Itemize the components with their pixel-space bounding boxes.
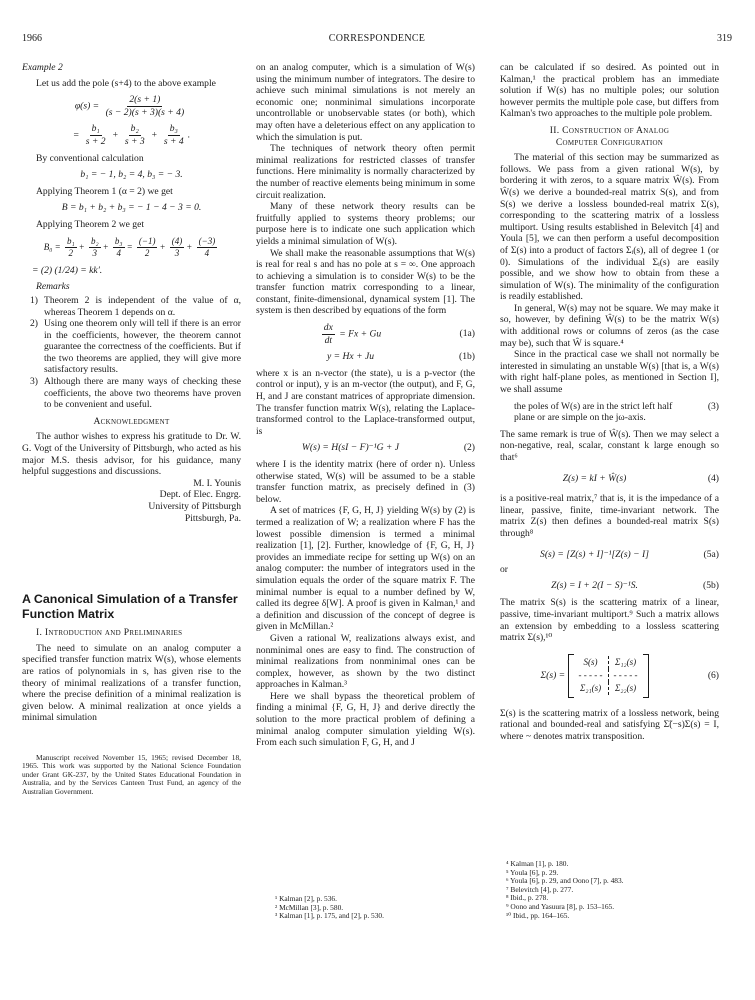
eq-phi-denominator: (s − 2)(s + 3)(s + 4): [105, 106, 185, 118]
equation-6: [500, 654, 719, 698]
paragraph: The techniques of network theory often permit minimal realizations for restricted classes of transfer functions. Here minimality is normally characterized by the number of reactive elements being minimum in some circuit realization.: [256, 143, 475, 201]
paragraph: on an analog computer, which is a simulation of W(s) using the minimum number of integrators. The desire to achieve such minimal simulations is not merely an economic one; nonminimal simulations incorporate uncontrollable or unobservable states (or both), which may often have a deleterious effect on any application to which the simulation is put.: [256, 62, 475, 143]
remark-number: 2): [30, 318, 38, 330]
footnote: ⁶ Youla [6], p. 29, and Oono [7], p. 483.: [506, 876, 624, 886]
matrix-cell: Σ₂₁(s): [574, 682, 609, 695]
equation-B0-result: [22, 265, 241, 277]
column-right: [500, 62, 719, 743]
frac-num: (4): [170, 236, 185, 249]
header-year: 1966: [22, 33, 42, 44]
frac-num: (−3): [197, 236, 218, 249]
eq-phi-fraction: [104, 94, 187, 118]
paragraph: The same remark is true of Ŵ(s). Then we may select a non-negative, real, scalar, constant k large enough so that⁶: [500, 428, 719, 463]
footnote: ³ Kalman [1], p. 175, and [2], p. 530.: [275, 911, 384, 921]
paragraph: is a positive-real matrix,⁷ that is, it is the impedance of a linear, passive, finite, time-invariant network. The matrix Z(s) then defines a bounded-real matrix S(s) through⁸: [500, 493, 719, 539]
eq-1a-rhs: = Fx + Gu: [339, 328, 382, 340]
acknowledgment-heading: Acknowledgment: [93, 415, 170, 427]
example-heading: Example 2: [22, 62, 63, 73]
frac-den: s + 3: [124, 135, 145, 147]
eq-2-body: W(s) = H(sI − F)⁻¹G + J: [301, 442, 400, 454]
paragraph: Many of these network theory results can be fruitfully applied to systems theory problems; our purpose here is to indicate one such application which yields a minimal simulation of W(s).: [256, 201, 475, 247]
remark-item: [22, 376, 241, 411]
condition-3: [500, 401, 719, 424]
remark-text: Using one theorem only will tell if there is an error in the coefficients, however, the theorem cannot guarantee the correctness of the coefficients. But if the two theorems are applied, they will give more satisfactory results.: [44, 318, 241, 376]
paragraph: can be calculated if so desired. As pointed out in Kalman,¹ the practical problem has an immediate solution if W(s) has no multiple poles; our solution however permits the multiple pole case, but differs from Kalman's two approaches to the multiple pole problem.: [500, 62, 719, 120]
paragraph: Since in the practical case we shall not normally be interested in simulating an unstable W(s) [that is, a W(s) with right half-plane poles, as mentioned in Section I], we shall assume: [500, 349, 719, 396]
sigma-matrix: [568, 654, 649, 698]
author-dept: Dept. of Elec. Engrg.: [159, 489, 241, 501]
remark-text: Theorem 2 is independent of the value of α, whereas Theorem 1 depends on α.: [44, 294, 241, 318]
footnote: ¹⁰ Ibid., pp. 164–165.: [506, 910, 570, 920]
column-middle: [256, 62, 475, 749]
footnote: ² McMillan [3], p. 580.: [275, 902, 344, 912]
eq-1b-body: y = Hx + Ju: [326, 351, 375, 363]
eq-5b-body: Z(s) = I + 2(I − S)⁻¹S.: [551, 579, 638, 591]
matrix-cell: Σ₂₂(s): [614, 683, 637, 694]
equation-2: [256, 442, 475, 454]
section1-heading: I. Introduction and Preliminaries: [36, 627, 183, 639]
equation-B0: B₀ = $\frac{\text{b₁}}{2}$ + $\frac{\text{b₂}}{3}$ + $\frac{\text{b₃}}{4}$ = $\frac{(-1)}{2}$ + $\frac{(4)}{3}$ + $\frac{(-3)}{4}$: [43, 235, 216, 259]
equation-partial-fractions: = $\frac{\text{b₁}}{s + 2}$ + $\frac{\text{b₂}}{s + 3}$ + $\frac{\text{b₃}}{s + 4}$ .: [72, 123, 191, 147]
matrix-divider: - - - - -: [574, 669, 609, 682]
section2-heading-line2: Computer Configuration: [555, 136, 664, 148]
conventional-calc-text: By conventional calculation: [36, 152, 144, 164]
author-signature: [22, 478, 241, 524]
equation-B: [22, 202, 241, 214]
equation-number: (1b): [459, 351, 475, 363]
author-university: University of Pittsburgh: [148, 501, 241, 512]
equation-phi: [22, 94, 241, 118]
equation-number: (5b): [703, 579, 719, 591]
equation-number: (1a): [459, 328, 475, 340]
article-title: A Canonical Simulation of a Transfer Function Matrix: [22, 592, 238, 622]
frac-den: 3: [92, 248, 98, 259]
condition-3-text: the poles of W(s) are in the strict left half plane or are simple on the jω-axis.: [514, 400, 673, 424]
paragraph: Given a rational W, realizations always exist, and nonminimal ones are easy to find. The construction of minimal realizations from nonminimal ones can be complex, however, as shown by the two distinct approaches in Kalman.³: [256, 632, 475, 691]
eq-5a-body: S(s) = [Z(s) + I]⁻¹[Z(s) − I]: [540, 548, 649, 560]
matrix-grid: [574, 656, 643, 695]
remarks-heading: Remarks: [36, 281, 70, 293]
remarks-list: [22, 295, 241, 411]
equation-1b: [256, 351, 475, 363]
coefficients-values: b₁ = − 1, b₂ = 4, b₃ = − 3.: [80, 169, 183, 181]
frac-den: dt: [324, 334, 333, 346]
frac-den: 2: [68, 248, 74, 259]
matrix-cell: S(s): [574, 656, 609, 669]
matrix-divider: - - - - -: [613, 670, 638, 681]
section2-heading: [500, 125, 719, 148]
paragraph: The material of this section may be summarized as follows. We pass from a given rational W(s), by bordering it with zeros, to a square matrix Ŵ(s). From Ŵ(s) we derive a bounded-real matrix S(s), and from S(s) we derive a lossless bounded-real matrix Σ(s), corresponding to the scattering matrix of a lossless multiport. Using results established in Belevitch [4] and Youla [5], we can then perform a useful decomposition of Σ(s) into a product of factors Σᵢ(s), all of degree 1 (or 0). Simulations of the individual Σᵢ(s) are easily possible, and we show how to obtain from these a simulation of W(s). The minimality of the configuration is readily established.: [500, 152, 719, 303]
header-page-number: 319: [717, 33, 732, 44]
apply-theorem1-text: Applying Theorem 1 (α = 2) we get: [36, 185, 173, 197]
footnote: ⁹ Oono and Yasuura [8], p. 153–165.: [506, 901, 615, 911]
section1-paragraph: The need to simulate on an analog computer a specified transfer function matrix W(s), whose elements are ratios of polynomials in s, has given rise to the theory of minimal realizations of a transfer function, where the precise definition of a minimal realization is given below. A minimal realization at once yields a minimal simulation: [22, 642, 241, 724]
remark-number: 3): [30, 376, 38, 388]
example-intro: Let us add the pole (s+4) to the above example: [36, 77, 216, 89]
remark-text: Although there are many ways of checking these coefficients, the above two theorems have proven to be convenient and useful.: [44, 376, 241, 411]
equation-number: (6): [707, 669, 719, 681]
frac-num: b₂: [89, 236, 101, 249]
manuscript-footnote: Manuscript received November 15, 1965; revised December 18, 1965. This work was supported by the National Science Foundation under Grant GK-237, by the United States Educational Foundation in Australia, and by the Services Canteen Trust Fund, an agency of the Australian Government.: [22, 752, 241, 796]
footnote: ¹ Kalman [2], p. 536.: [275, 894, 337, 903]
frac-den: s + 2: [85, 135, 106, 147]
paragraph: where x is an n-vector (the state), u is a p-vector (the control or input), y is an m-vector (the output), and F, G, H, and J are constant matrices of appropriate dimension. The transfer function matrix W(s), relating the Laplace-transformed control to the Laplace-transformed output, is: [256, 367, 475, 437]
remark-item: [22, 318, 241, 376]
paragraph: Σ(s) is the scattering matrix of a lossless network, being rational and bounded-real and satisfying Σ̃(−s)Σ(s) = I, where ~ denotes matrix transposition.: [500, 707, 719, 742]
frac-num: (−1): [137, 236, 158, 249]
equation-coefficients: [22, 169, 241, 181]
apply-theorem2-text: Applying Theorem 2 we get: [36, 218, 144, 230]
eq-B0-result: = (2) (1/24) = kk′.: [32, 264, 103, 276]
acknowledgment-text: The author wishes to express his gratitude to Dr. W. G. Vogt of the University of Pittsburgh, who acted as his major M.S. thesis advisor, for his guidance, many helpful suggestions and discussions.: [22, 431, 241, 478]
paragraph: In general, W(s) may not be square. We may make it so, however, by defining Ŵ(s) to be the matrix W(s) with additional rows or columns of zeros (as the case may be), such that Ŵ is square.⁴: [500, 302, 719, 349]
author-name: M. I. Younis: [193, 477, 241, 489]
right-bracket: [643, 654, 649, 698]
eq-B0-lhs: B₀ =: [43, 241, 61, 252]
author-location: Pittsburgh, Pa.: [184, 512, 241, 524]
frac-num: b₃: [113, 236, 125, 249]
eq-4-body: Z(s) = kI + Ŵ(s): [562, 472, 627, 484]
remark-number: 1): [30, 294, 38, 306]
equation-number: (4): [707, 472, 719, 484]
footnote: ⁸ Ibid., p. 278.: [506, 893, 549, 903]
equation-5a: [500, 549, 719, 561]
matrix-cell: Σ₁₂(s): [614, 657, 637, 668]
eq-B-body: B = b₁ + b₂ + b₃ = − 1 − 4 − 3 = 0.: [61, 202, 202, 214]
eq-phi-lhs: φ(s) =: [74, 100, 100, 112]
frac-num: dx: [323, 322, 333, 334]
eq-phi-numerator: 2(s + 1): [129, 94, 161, 106]
paragraph: where I is the identity matrix (here of order n). Unless otherwise stated, W(s) will be assumed to be a stable transfer function matrix, as precisely defined in (3) below.: [256, 459, 475, 505]
frac-num: b₁: [65, 236, 77, 249]
or-text: or: [500, 564, 508, 576]
page-header: [22, 33, 732, 47]
equation-1a: [256, 322, 475, 346]
frac-num: b₁: [91, 123, 100, 135]
paragraph: The matrix S(s) is the scattering matrix of a linear, passive, time-invariant multiport.⁹ Such a matrix allows an extension by embedding to a lossless scattering matrix Σ(s),¹⁰: [500, 597, 719, 644]
frac-den: 3: [174, 248, 180, 259]
footnotes-right: [506, 860, 624, 920]
frac-den: 2: [144, 248, 150, 259]
eq-6-lhs: Σ(s) =: [540, 669, 566, 681]
footnote: ⁵ Youla [6], p. 29.: [506, 867, 559, 877]
section2-heading-line1: II. Construction of Analog: [549, 124, 670, 136]
equation-5b: [500, 580, 719, 592]
frac-den: 4: [116, 248, 121, 259]
paragraph: A set of matrices {F, G, H, J} yielding W(s) by (2) is termed a realization of W; a realization where F has the lowest possible dimension is termed a minimal realization [1], [2]. Further, knowledge of {F, G, H, J} provides an immediate recipe for setting up W(s) on an analog computer: the number of integrators used in the simulation equals the order of the square matrix F. The minimal number is equal to a number defined by W, called its degree δ[W]. A proof is given in Kalman,¹ and a definition and discussion of the concept of degree is given in McMillan.²: [256, 505, 475, 633]
footnotes-middle: [275, 895, 384, 921]
equation-number: (3): [707, 401, 719, 413]
header-section: CORRESPONDENCE: [328, 33, 426, 44]
remark-item: [22, 295, 241, 318]
equation-4: [500, 473, 719, 485]
footnote: ⁷ Belevitch [4], p. 277.: [506, 884, 574, 894]
frac-num: b₂: [130, 123, 139, 135]
paragraph: Here we shall bypass the theoretical problem of finding a minimal {F, G, H, J} and derive directly the solution to the more practical problem of defining a minimal analog computer simulation yielding W(s). From each such simulation F, G, H, and J: [256, 690, 475, 749]
paragraph: We shall make the reasonable assumptions that W(s) is real for real s and has no pole at s = ∞. One approach to achieving a simulation is to consider W(s) to be the transfer function matrix corresponding to a linear, constant, finite-dimensional, dynamical system [1]. The system is then described by equations of the form: [256, 247, 475, 317]
equation-number: (5a): [703, 548, 719, 560]
column-left: [22, 62, 241, 796]
footnote: ⁴ Kalman [1], p. 180.: [506, 859, 569, 868]
equation-number: (2): [463, 442, 475, 454]
frac-den: 4: [204, 248, 210, 259]
frac-den: s + 4: [163, 135, 184, 147]
frac-num: b₃: [169, 123, 178, 135]
